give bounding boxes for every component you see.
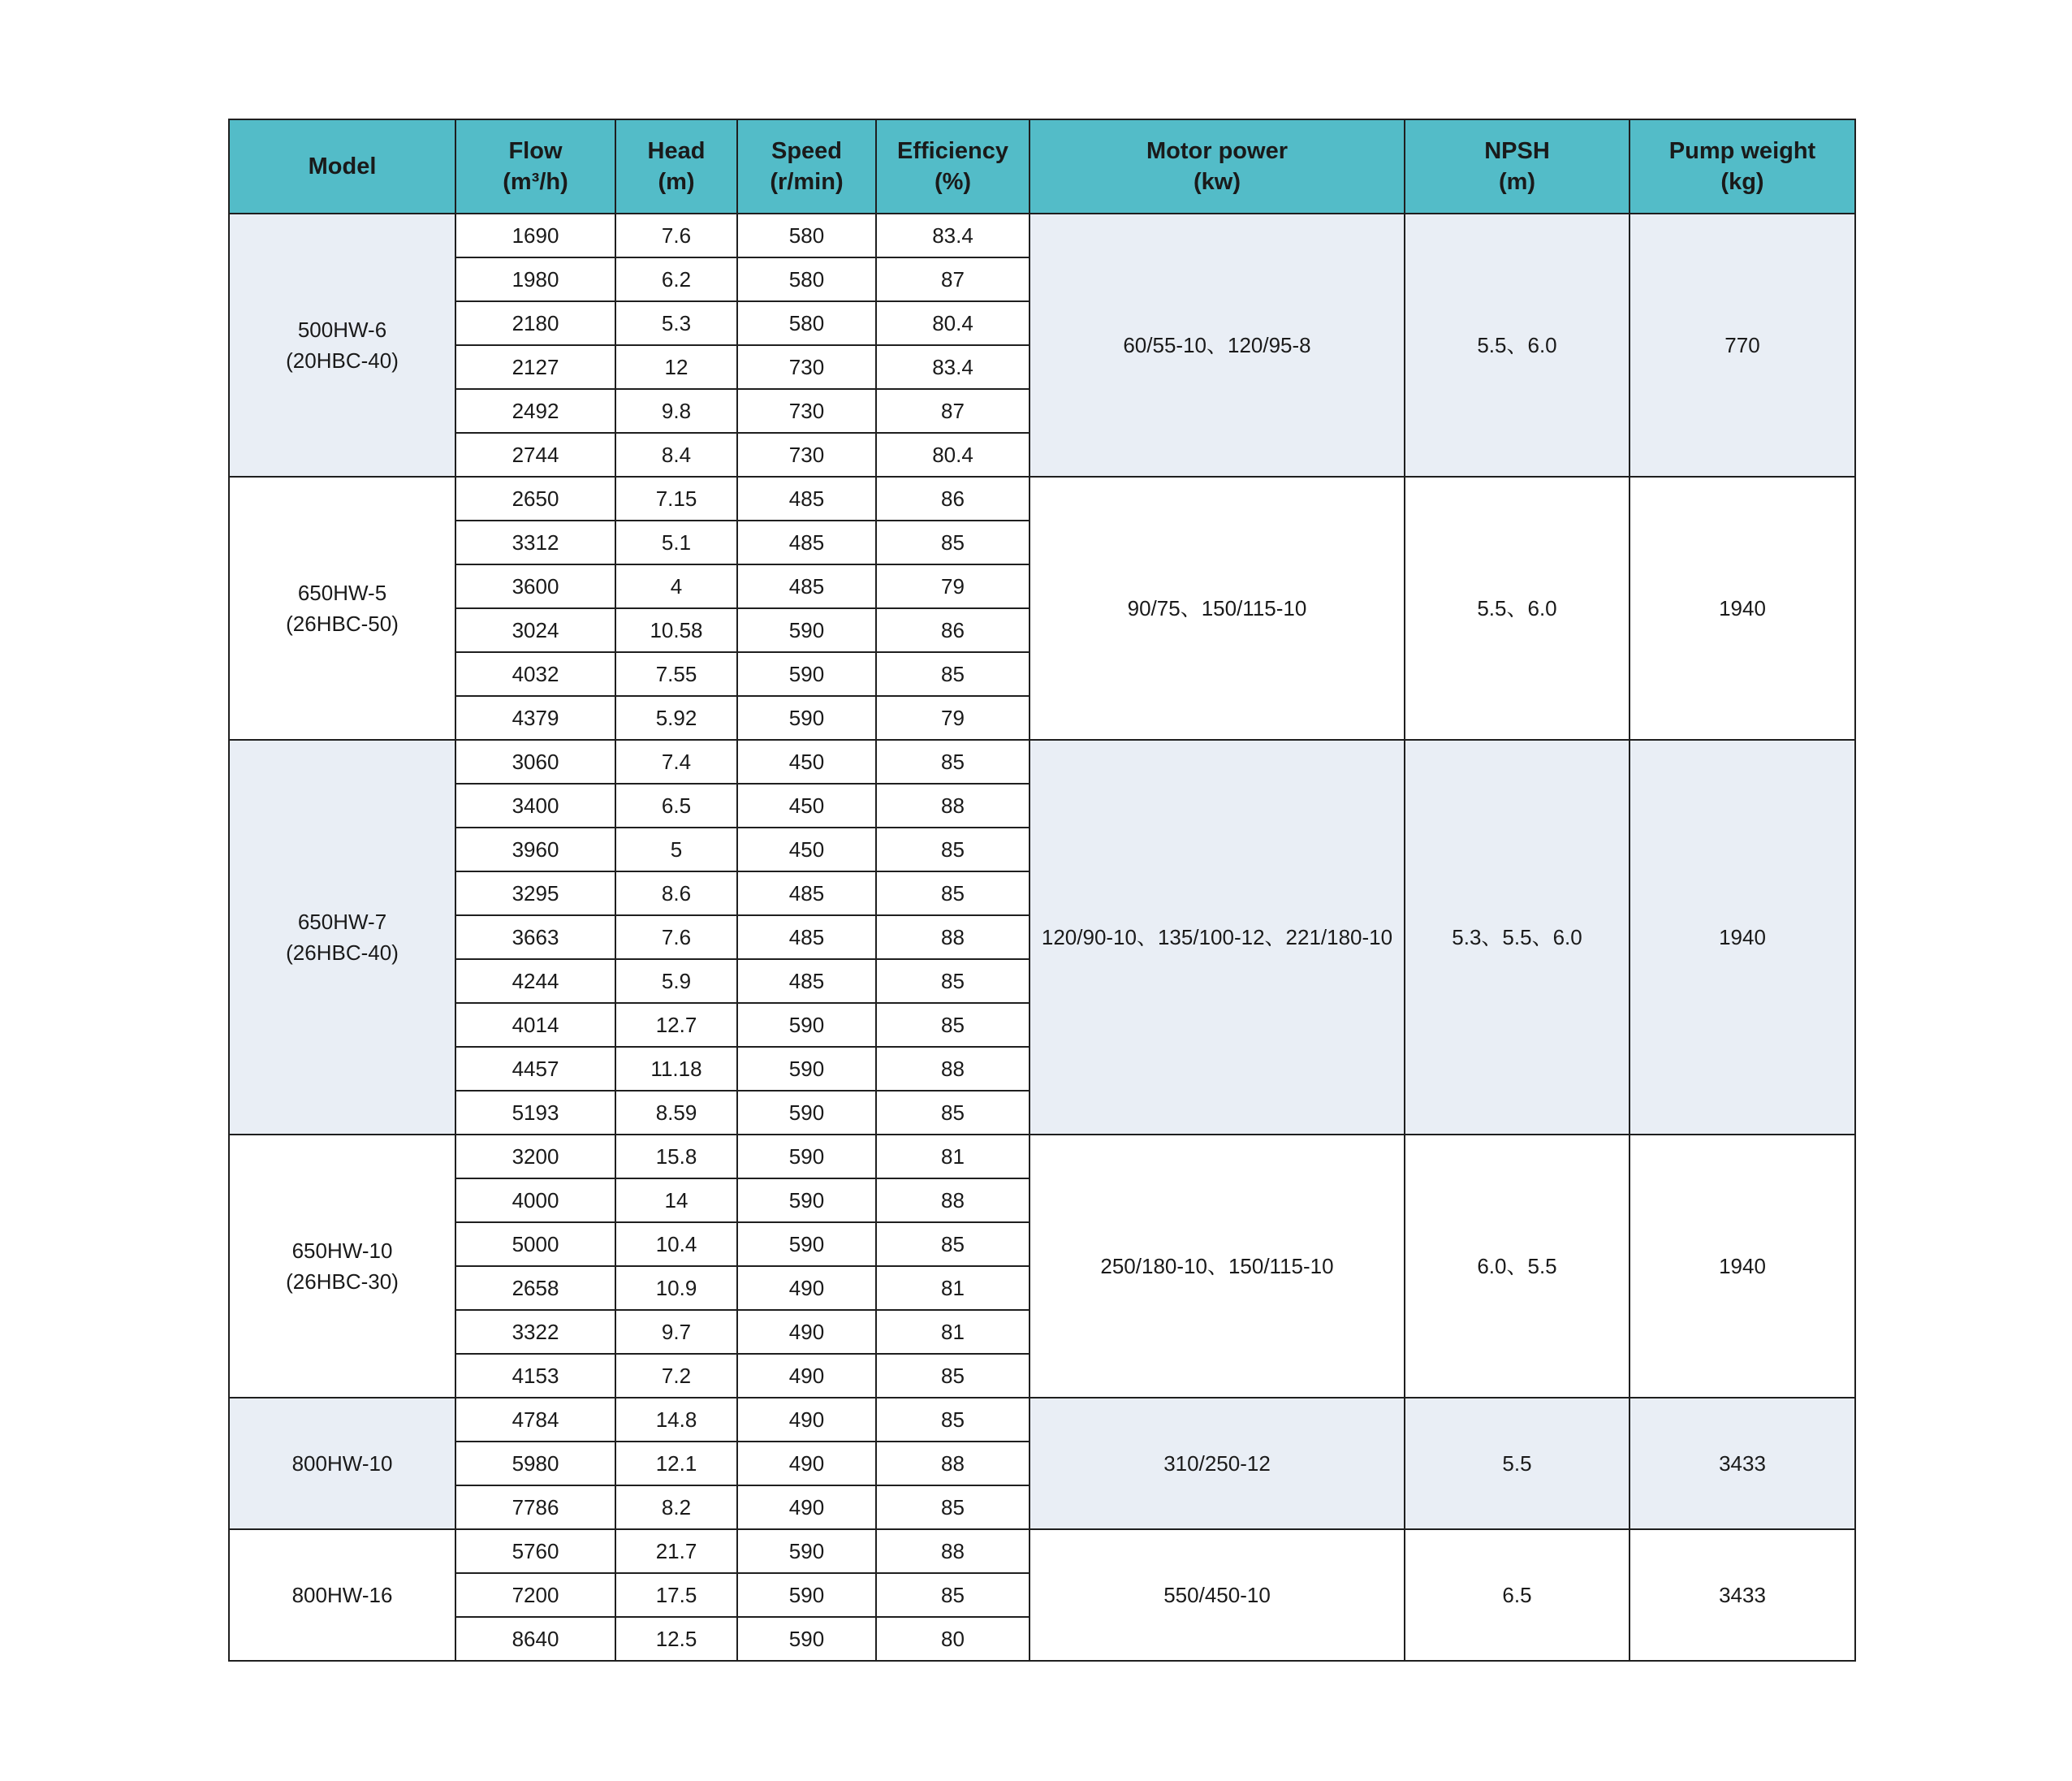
pump-weight-cell: 770 bbox=[1630, 214, 1855, 477]
model-cell bbox=[229, 740, 455, 1135]
head-cell: 12.7 bbox=[615, 1003, 737, 1047]
flow-cell: 3024 bbox=[455, 608, 615, 652]
head-cell: 12.5 bbox=[615, 1617, 737, 1661]
header-row bbox=[229, 119, 1855, 214]
speed-cell: 730 bbox=[737, 345, 876, 389]
motor-power-cell: 310/250-12 bbox=[1030, 1398, 1405, 1529]
table-row bbox=[229, 1135, 1855, 1178]
motor-power-cell: 120/90-10、135/100-12、221/180-10 bbox=[1030, 740, 1405, 1135]
speed-cell: 590 bbox=[737, 652, 876, 696]
model-line: 650HW-7 bbox=[297, 910, 387, 934]
head-cell: 12 bbox=[615, 345, 737, 389]
head-cell: 8.4 bbox=[615, 433, 737, 477]
efficiency-cell: 85 bbox=[876, 740, 1030, 784]
table-body bbox=[229, 214, 1855, 1661]
speed-cell: 485 bbox=[737, 564, 876, 608]
flow-cell: 3312 bbox=[455, 521, 615, 564]
flow-cell: 3600 bbox=[455, 564, 615, 608]
flow-cell: 7786 bbox=[455, 1485, 615, 1529]
head-cell: 14.8 bbox=[615, 1398, 737, 1442]
speed-cell: 485 bbox=[737, 521, 876, 564]
efficiency-cell: 80.4 bbox=[876, 301, 1030, 345]
speed-cell: 730 bbox=[737, 389, 876, 433]
npsh-cell: 5.5 bbox=[1405, 1398, 1630, 1529]
model-cell bbox=[229, 1529, 455, 1661]
flow-cell: 4032 bbox=[455, 652, 615, 696]
head-cell: 9.7 bbox=[615, 1310, 737, 1354]
flow-cell: 8640 bbox=[455, 1617, 615, 1661]
flow-cell: 5000 bbox=[455, 1222, 615, 1266]
model-line: (26HBC-40) bbox=[286, 940, 399, 965]
speed-cell: 490 bbox=[737, 1485, 876, 1529]
efficiency-cell: 85 bbox=[876, 871, 1030, 915]
speed-cell: 590 bbox=[737, 1178, 876, 1222]
model-line: 800HW-10 bbox=[291, 1451, 393, 1476]
motor-power-cell: 250/180-10、150/115-10 bbox=[1030, 1135, 1405, 1398]
efficiency-cell: 81 bbox=[876, 1310, 1030, 1354]
head-cell: 5 bbox=[615, 828, 737, 871]
head-cell: 8.59 bbox=[615, 1091, 737, 1135]
head-cell: 7.55 bbox=[615, 652, 737, 696]
pump-weight-cell: 1940 bbox=[1630, 740, 1855, 1135]
motor-power-cell: 550/450-10 bbox=[1030, 1529, 1405, 1661]
speed-cell: 580 bbox=[737, 301, 876, 345]
head-cell: 5.3 bbox=[615, 301, 737, 345]
head-cell: 8.6 bbox=[615, 871, 737, 915]
flow-cell: 4379 bbox=[455, 696, 615, 740]
efficiency-cell: 85 bbox=[876, 1091, 1030, 1135]
head-cell: 15.8 bbox=[615, 1135, 737, 1178]
speed-cell: 580 bbox=[737, 214, 876, 257]
head-cell: 7.6 bbox=[615, 214, 737, 257]
efficiency-cell: 85 bbox=[876, 1003, 1030, 1047]
efficiency-cell: 79 bbox=[876, 564, 1030, 608]
speed-cell: 450 bbox=[737, 740, 876, 784]
pump-weight-cell: 1940 bbox=[1630, 477, 1855, 740]
efficiency-cell: 88 bbox=[876, 1047, 1030, 1091]
header-flow: Flow (m³/h) bbox=[455, 119, 615, 214]
table-row bbox=[229, 1529, 1855, 1573]
flow-cell: 3663 bbox=[455, 915, 615, 959]
speed-cell: 590 bbox=[737, 1529, 876, 1573]
flow-cell: 4784 bbox=[455, 1398, 615, 1442]
efficiency-cell: 87 bbox=[876, 257, 1030, 301]
model-line: (26HBC-30) bbox=[286, 1269, 399, 1294]
flow-cell: 2492 bbox=[455, 389, 615, 433]
model-line: 650HW-10 bbox=[291, 1238, 393, 1263]
efficiency-cell: 85 bbox=[876, 652, 1030, 696]
header-head: Head (m) bbox=[615, 119, 737, 214]
flow-cell: 2744 bbox=[455, 433, 615, 477]
head-cell: 10.58 bbox=[615, 608, 737, 652]
efficiency-cell: 86 bbox=[876, 608, 1030, 652]
head-cell: 7.4 bbox=[615, 740, 737, 784]
speed-cell: 485 bbox=[737, 915, 876, 959]
head-cell: 11.18 bbox=[615, 1047, 737, 1091]
efficiency-cell: 88 bbox=[876, 1442, 1030, 1485]
flow-cell: 2180 bbox=[455, 301, 615, 345]
flow-cell: 2127 bbox=[455, 345, 615, 389]
efficiency-cell: 86 bbox=[876, 477, 1030, 521]
table-row bbox=[229, 214, 1855, 257]
efficiency-cell: 85 bbox=[876, 521, 1030, 564]
flow-cell: 5760 bbox=[455, 1529, 615, 1573]
head-cell: 10.4 bbox=[615, 1222, 737, 1266]
head-cell: 5.9 bbox=[615, 959, 737, 1003]
flow-cell: 5980 bbox=[455, 1442, 615, 1485]
speed-cell: 730 bbox=[737, 433, 876, 477]
speed-cell: 580 bbox=[737, 257, 876, 301]
efficiency-cell: 81 bbox=[876, 1266, 1030, 1310]
flow-cell: 1690 bbox=[455, 214, 615, 257]
header-pump-weight: Pump weight (kg) bbox=[1630, 119, 1855, 214]
head-cell: 12.1 bbox=[615, 1442, 737, 1485]
npsh-cell: 5.5、6.0 bbox=[1405, 477, 1630, 740]
flow-cell: 2650 bbox=[455, 477, 615, 521]
speed-cell: 490 bbox=[737, 1310, 876, 1354]
efficiency-cell: 88 bbox=[876, 1178, 1030, 1222]
header-speed: Speed (r/min) bbox=[737, 119, 876, 214]
head-cell: 17.5 bbox=[615, 1573, 737, 1617]
efficiency-cell: 83.4 bbox=[876, 214, 1030, 257]
table-header bbox=[229, 119, 1855, 214]
efficiency-cell: 80 bbox=[876, 1617, 1030, 1661]
efficiency-cell: 85 bbox=[876, 1398, 1030, 1442]
head-cell: 8.2 bbox=[615, 1485, 737, 1529]
efficiency-cell: 88 bbox=[876, 1529, 1030, 1573]
pump-weight-cell: 3433 bbox=[1630, 1529, 1855, 1661]
speed-cell: 490 bbox=[737, 1442, 876, 1485]
pump-spec-table bbox=[228, 119, 1856, 1662]
npsh-cell: 6.0、5.5 bbox=[1405, 1135, 1630, 1398]
model-line: 500HW-6 bbox=[297, 318, 387, 342]
model-line: 650HW-5 bbox=[297, 581, 387, 605]
pump-weight-cell: 3433 bbox=[1630, 1398, 1855, 1529]
flow-cell: 3060 bbox=[455, 740, 615, 784]
header-motor-power: Motor power (kw) bbox=[1030, 119, 1405, 214]
head-cell: 9.8 bbox=[615, 389, 737, 433]
efficiency-cell: 85 bbox=[876, 959, 1030, 1003]
speed-cell: 590 bbox=[737, 1003, 876, 1047]
efficiency-cell: 81 bbox=[876, 1135, 1030, 1178]
motor-power-cell: 90/75、150/115-10 bbox=[1030, 477, 1405, 740]
flow-cell: 1980 bbox=[455, 257, 615, 301]
efficiency-cell: 88 bbox=[876, 915, 1030, 959]
flow-cell: 3200 bbox=[455, 1135, 615, 1178]
model-line: 800HW-16 bbox=[291, 1583, 393, 1607]
head-cell: 5.1 bbox=[615, 521, 737, 564]
flow-cell: 3400 bbox=[455, 784, 615, 828]
flow-cell: 2658 bbox=[455, 1266, 615, 1310]
efficiency-cell: 85 bbox=[876, 1222, 1030, 1266]
efficiency-cell: 88 bbox=[876, 784, 1030, 828]
efficiency-cell: 85 bbox=[876, 1485, 1030, 1529]
efficiency-cell: 80.4 bbox=[876, 433, 1030, 477]
head-cell: 4 bbox=[615, 564, 737, 608]
head-cell: 7.2 bbox=[615, 1354, 737, 1398]
speed-cell: 590 bbox=[737, 1222, 876, 1266]
pump-weight-cell: 1940 bbox=[1630, 1135, 1855, 1398]
head-cell: 14 bbox=[615, 1178, 737, 1222]
head-cell: 5.92 bbox=[615, 696, 737, 740]
efficiency-cell: 87 bbox=[876, 389, 1030, 433]
model-line: (26HBC-50) bbox=[286, 612, 399, 636]
flow-cell: 4014 bbox=[455, 1003, 615, 1047]
head-cell: 21.7 bbox=[615, 1529, 737, 1573]
speed-cell: 590 bbox=[737, 1135, 876, 1178]
table-row bbox=[229, 740, 1855, 784]
head-cell: 7.15 bbox=[615, 477, 737, 521]
header-npsh: NPSH (m) bbox=[1405, 119, 1630, 214]
speed-cell: 590 bbox=[737, 608, 876, 652]
speed-cell: 590 bbox=[737, 1617, 876, 1661]
speed-cell: 490 bbox=[737, 1398, 876, 1442]
speed-cell: 450 bbox=[737, 784, 876, 828]
flow-cell: 3960 bbox=[455, 828, 615, 871]
npsh-cell: 5.3、5.5、6.0 bbox=[1405, 740, 1630, 1135]
head-cell: 6.5 bbox=[615, 784, 737, 828]
speed-cell: 590 bbox=[737, 696, 876, 740]
efficiency-cell: 85 bbox=[876, 828, 1030, 871]
efficiency-cell: 85 bbox=[876, 1354, 1030, 1398]
flow-cell: 4153 bbox=[455, 1354, 615, 1398]
speed-cell: 450 bbox=[737, 828, 876, 871]
motor-power-cell: 60/55-10、120/95-8 bbox=[1030, 214, 1405, 477]
speed-cell: 590 bbox=[737, 1047, 876, 1091]
model-cell bbox=[229, 1398, 455, 1529]
flow-cell: 3322 bbox=[455, 1310, 615, 1354]
head-cell: 6.2 bbox=[615, 257, 737, 301]
model-cell bbox=[229, 477, 455, 740]
speed-cell: 485 bbox=[737, 959, 876, 1003]
speed-cell: 490 bbox=[737, 1266, 876, 1310]
head-cell: 10.9 bbox=[615, 1266, 737, 1310]
speed-cell: 490 bbox=[737, 1354, 876, 1398]
model-cell bbox=[229, 1135, 455, 1398]
table-row bbox=[229, 1398, 1855, 1442]
efficiency-cell: 79 bbox=[876, 696, 1030, 740]
header-efficiency: Efficiency (%) bbox=[876, 119, 1030, 214]
flow-cell: 5193 bbox=[455, 1091, 615, 1135]
efficiency-cell: 83.4 bbox=[876, 345, 1030, 389]
speed-cell: 485 bbox=[737, 871, 876, 915]
flow-cell: 4000 bbox=[455, 1178, 615, 1222]
npsh-cell: 5.5、6.0 bbox=[1405, 214, 1630, 477]
flow-cell: 4457 bbox=[455, 1047, 615, 1091]
speed-cell: 485 bbox=[737, 477, 876, 521]
flow-cell: 3295 bbox=[455, 871, 615, 915]
speed-cell: 590 bbox=[737, 1091, 876, 1135]
flow-cell: 7200 bbox=[455, 1573, 615, 1617]
flow-cell: 4244 bbox=[455, 959, 615, 1003]
model-cell bbox=[229, 214, 455, 477]
efficiency-cell: 85 bbox=[876, 1573, 1030, 1617]
head-cell: 7.6 bbox=[615, 915, 737, 959]
npsh-cell: 6.5 bbox=[1405, 1529, 1630, 1661]
table-row bbox=[229, 477, 1855, 521]
header-model: Model bbox=[229, 119, 455, 214]
model-line: (20HBC-40) bbox=[286, 348, 399, 373]
speed-cell: 590 bbox=[737, 1573, 876, 1617]
